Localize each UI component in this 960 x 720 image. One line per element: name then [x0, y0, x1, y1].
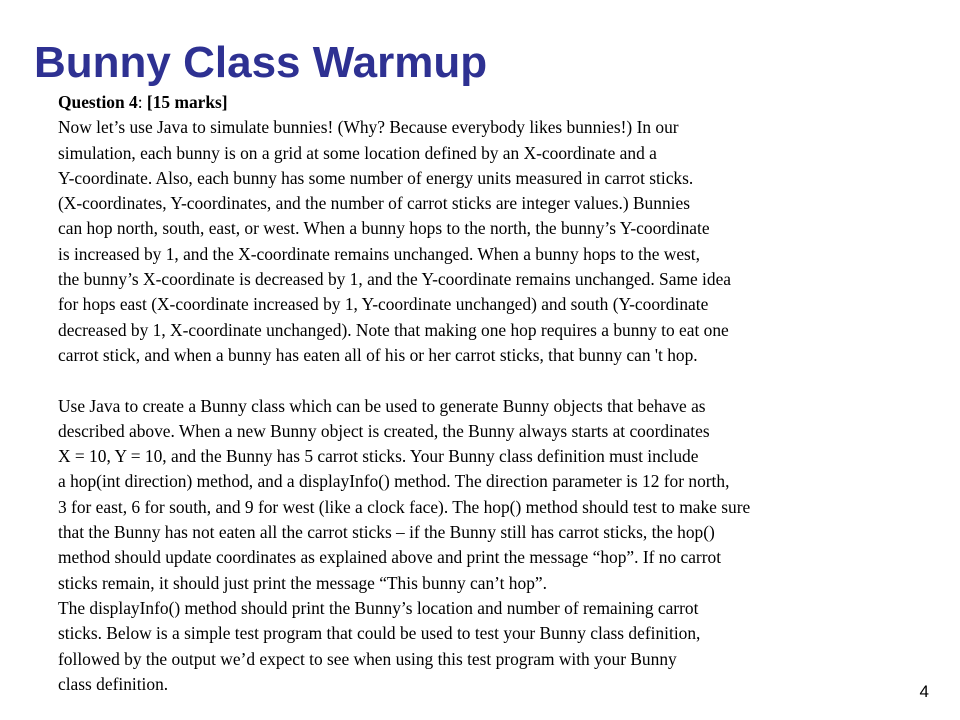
question-label: Question 4: [58, 92, 138, 112]
body-line: sticks. Below is a simple test program that could be used to test your Bunny class definition,: [58, 623, 701, 644]
question-separator: :: [137, 92, 143, 112]
body-line: carrot stick, and when a bunny has eaten all of his or her carrot sticks, that bunny can 't hop.: [58, 344, 698, 365]
page-number: 4: [919, 682, 929, 701]
body-line: the bunny’s X-coordinate is decreased by 1, and the Y-coordinate remains unchanged. Same idea: [58, 269, 732, 290]
body-line: is increased by 1, and the X-coordinate remains unchanged. When a bunny hops to the west,: [58, 243, 700, 264]
body-line: 3 for east, 6 for south, and 9 for west (like a clock face). The hop() method should test to make sure: [58, 496, 751, 517]
body-line: a hop(int direction) method, and a displayInfo() method. The direction parameter is 12 for north,: [58, 471, 730, 492]
body-line: described above. When a new Bunny object is created, the Bunny always starts at coordinates: [58, 420, 710, 441]
body-line: method should update coordinates as explained above and print the message “hop”. If no carrot: [58, 547, 722, 568]
body-line: X = 10, Y = 10, and the Bunny has 5 carrot sticks. Your Bunny class definition must include: [58, 446, 699, 467]
body-line: sticks remain, it should just print the message “This bunny can’t hop”.: [58, 572, 547, 593]
body-line: can hop north, south, east, or west. When a bunny hops to the north, the bunny’s Y-coordinate: [58, 218, 710, 239]
question-body: [58, 90, 948, 697]
body-line: followed by the output we’d expect to see when using this test program with your Bunny: [58, 648, 677, 669]
blank-line: [58, 368, 948, 393]
body-line: The displayInfo() method should print the Bunny’s location and number of remaining carrot: [58, 597, 699, 618]
body-line: Now let’s use Java to simulate bunnies! (Why? Because everybody likes bunnies!) In our: [58, 117, 679, 138]
question-heading: [58, 90, 948, 115]
body-line: decreased by 1, X-coordinate unchanged). Note that making one hop requires a bunny to eat one: [58, 319, 729, 340]
body-line: Use Java to create a Bunny class which can be used to generate Bunny objects that behave as: [58, 395, 706, 416]
slide-title: Bunny Class Warmup: [34, 38, 488, 87]
body-line: simulation, each bunny is on a grid at some location defined by an X-coordinate and a: [58, 142, 657, 163]
question-marks: [15 marks]: [146, 92, 228, 112]
body-line: Y-coordinate. Also, each bunny has some number of energy units measured in carrot sticks.: [58, 167, 694, 188]
body-line: that the Bunny has not eaten all the carrot sticks – if the Bunny still has carrot sticks, the hop(): [58, 522, 715, 543]
body-line: class definition.: [58, 673, 169, 694]
body-line: for hops east (X-coordinate increased by 1, Y-coordinate unchanged) and south (Y-coordinate: [58, 294, 709, 315]
body-line: (X-coordinates, Y-coordinates, and the number of carrot sticks are integer values.) Bunnies: [58, 193, 690, 214]
